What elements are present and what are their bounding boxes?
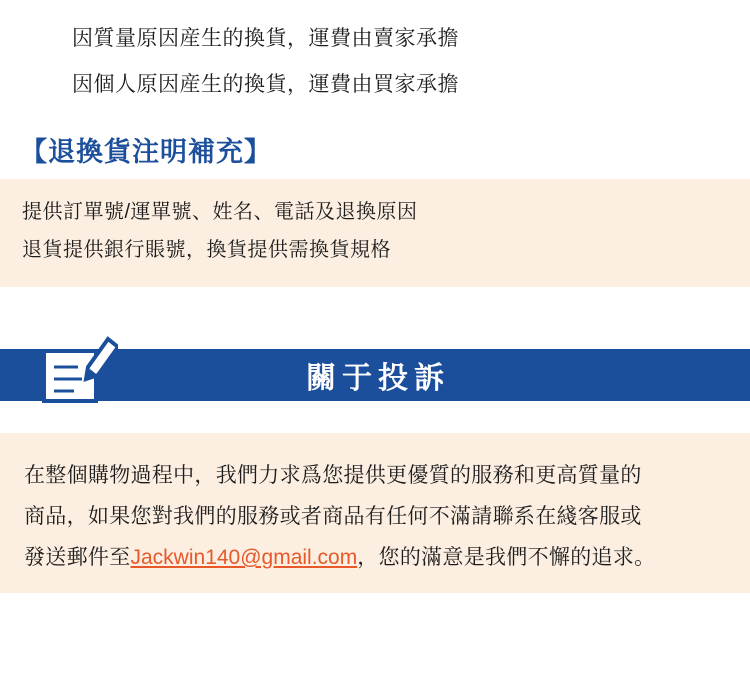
- complaint-line-3: [0, 537, 750, 578]
- policy-line-personal: 因個人原因産生的換貨，運費由買家承擔: [72, 73, 459, 96]
- support-email-link[interactable]: Jackwin140@gmail.com: [130, 546, 358, 569]
- note-block: [0, 179, 750, 287]
- complaint-banner: [0, 331, 750, 407]
- complaint-line-3-prefix: 發送郵件至: [24, 546, 131, 569]
- return-policy-lines: [0, 0, 750, 108]
- policy-line-quality: 因質量原因産生的換貨，運費由賣家承擔: [72, 27, 459, 50]
- banner-title: 關于投訴: [306, 362, 450, 395]
- complaint-text-block: [0, 433, 750, 593]
- pencil-edit-icon: [38, 331, 118, 407]
- note-line-order-info: 提供訂單號/運單號、姓名、電話及退換原因: [22, 201, 418, 223]
- note-section-heading: 【退換貨注明補充】: [20, 137, 272, 167]
- complaint-line-1: 在整個購物過程中，我們力求爲您提供更優質的服務和更高質量的: [24, 464, 642, 487]
- complaint-line-3-suffix: ，您的滿意是我們不懈的追求。: [357, 546, 656, 569]
- complaint-line-2: 商品，如果您對我們的服務或者商品有任何不滿請聯系在綫客服或: [24, 505, 642, 528]
- note-line-bank-info: 退貨提供銀行賬號，換貨提供需換貨規格: [22, 239, 391, 261]
